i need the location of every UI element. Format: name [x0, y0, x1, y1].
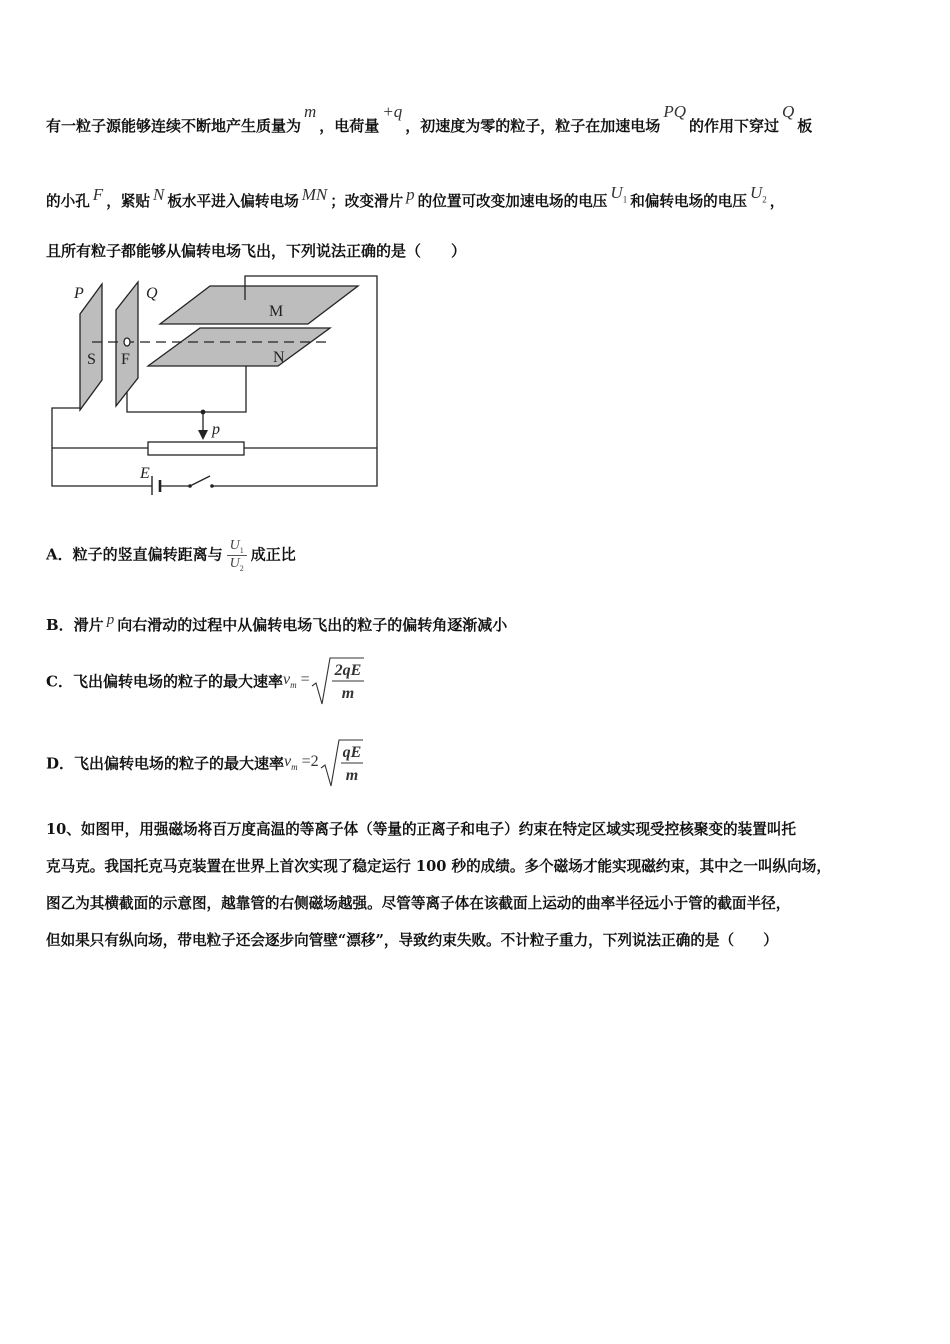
wire-p	[52, 408, 80, 448]
q10-line-2: 克马克。我国托克马克装置在世界上首次实现了稳定运行 100 秒的成绩。多个磁场才能实现磁约束，其中之一叫纵向场，	[46, 858, 831, 875]
slider-symbol: p	[406, 185, 415, 204]
c-denominator: m	[341, 685, 354, 702]
label-s: S	[87, 351, 96, 368]
q9-line-2: 的小孔 F ，紧贴 N 板水平进入偏转电场 MN ；改变滑片 p 的位置可改变加速电场的电压 $U_1$ 和偏转电场的电压 $U_2$ ，	[46, 183, 785, 210]
u1-over-u2-fraction: $\frac{U_1}{U_2}$	[227, 538, 247, 573]
label-n: N	[273, 349, 285, 366]
label-f: F	[121, 351, 130, 368]
plate-p	[80, 284, 102, 410]
label-q-plate: Q	[146, 285, 158, 302]
slider-symbol-b: p	[106, 612, 115, 628]
u2-symbol: $U_2$	[749, 183, 767, 205]
option-a[interactable]: A．粒子的竖直偏转距离与 $\frac{U_1}{U_2}$ 成正比	[46, 538, 296, 573]
wire-n	[203, 366, 246, 412]
q9-line-1: 有一粒子源能够连续不断地产生质量为m，电荷量+q，初速度为零的粒子，粒子在加速电场PQ的作用下穿过Q板	[46, 102, 813, 135]
q10-line-1: 10、如图甲，用强磁场将百万度高温的等离子体（等量的正离子和电子）约束在特定区域实现受控核聚变的装置叫托	[46, 821, 797, 838]
label-m: M	[269, 303, 284, 320]
circuit-diagram	[40, 270, 385, 495]
u1-symbol: $U_1$	[610, 183, 628, 205]
q9-line-3: 且所有粒子都能够从偏转电场飞出，下列说法正确的是（ ）	[46, 242, 467, 260]
switch-blade	[190, 476, 210, 486]
q10-line-3: 图乙为其横截面的示意图，越靠管的右侧磁场越强。尽管等离子体在该截面上运动的曲率半径远小于管的截面半径，	[46, 895, 791, 912]
option-d[interactable]: D．飞出偏转电场的粒子的最大速率$v_m =2$ qE m	[46, 738, 365, 788]
slider-arrowhead	[198, 430, 208, 440]
q-plate-symbol: Q	[782, 102, 795, 121]
q10-line-4: 但如果只有纵向场，带电粒子还会逐步向管壁“漂移”，导致约束失败。不计粒子重力，下列说法正确的是（ ）	[46, 932, 778, 949]
sqrt-sign-c	[310, 656, 366, 706]
option-c[interactable]: C．飞出偏转电场的粒子的最大速率$v_m$ = 2qE m	[46, 656, 366, 706]
wire-q	[127, 392, 203, 432]
f-hole-symbol: F	[92, 185, 104, 204]
pq-symbol: PQ	[663, 102, 686, 121]
rheostat	[148, 442, 244, 455]
n-plate-symbol: N	[152, 185, 165, 204]
d-numerator: qE	[342, 744, 361, 761]
c-numerator: 2qE	[334, 662, 361, 679]
plate-n	[148, 328, 330, 366]
sqrt-sign-d	[319, 738, 365, 788]
plate-m	[160, 286, 358, 324]
mn-symbol: MN	[301, 185, 328, 204]
max-speed-formula-c: $v_m$ =	[282, 671, 310, 691]
label-slider-p: p	[212, 421, 220, 438]
d-denominator: m	[345, 767, 358, 784]
label-p-plate: P	[74, 285, 84, 302]
max-speed-formula-d: $v_m =2$	[284, 753, 319, 773]
mass-symbol: m	[304, 102, 317, 121]
option-b[interactable]: B．滑片 p 向右滑动的过程中从偏转电场飞出的粒子的偏转角逐渐减小	[46, 612, 508, 634]
charge-symbol: +q	[382, 102, 403, 121]
hole-f	[124, 338, 130, 346]
label-e: E	[140, 465, 150, 482]
